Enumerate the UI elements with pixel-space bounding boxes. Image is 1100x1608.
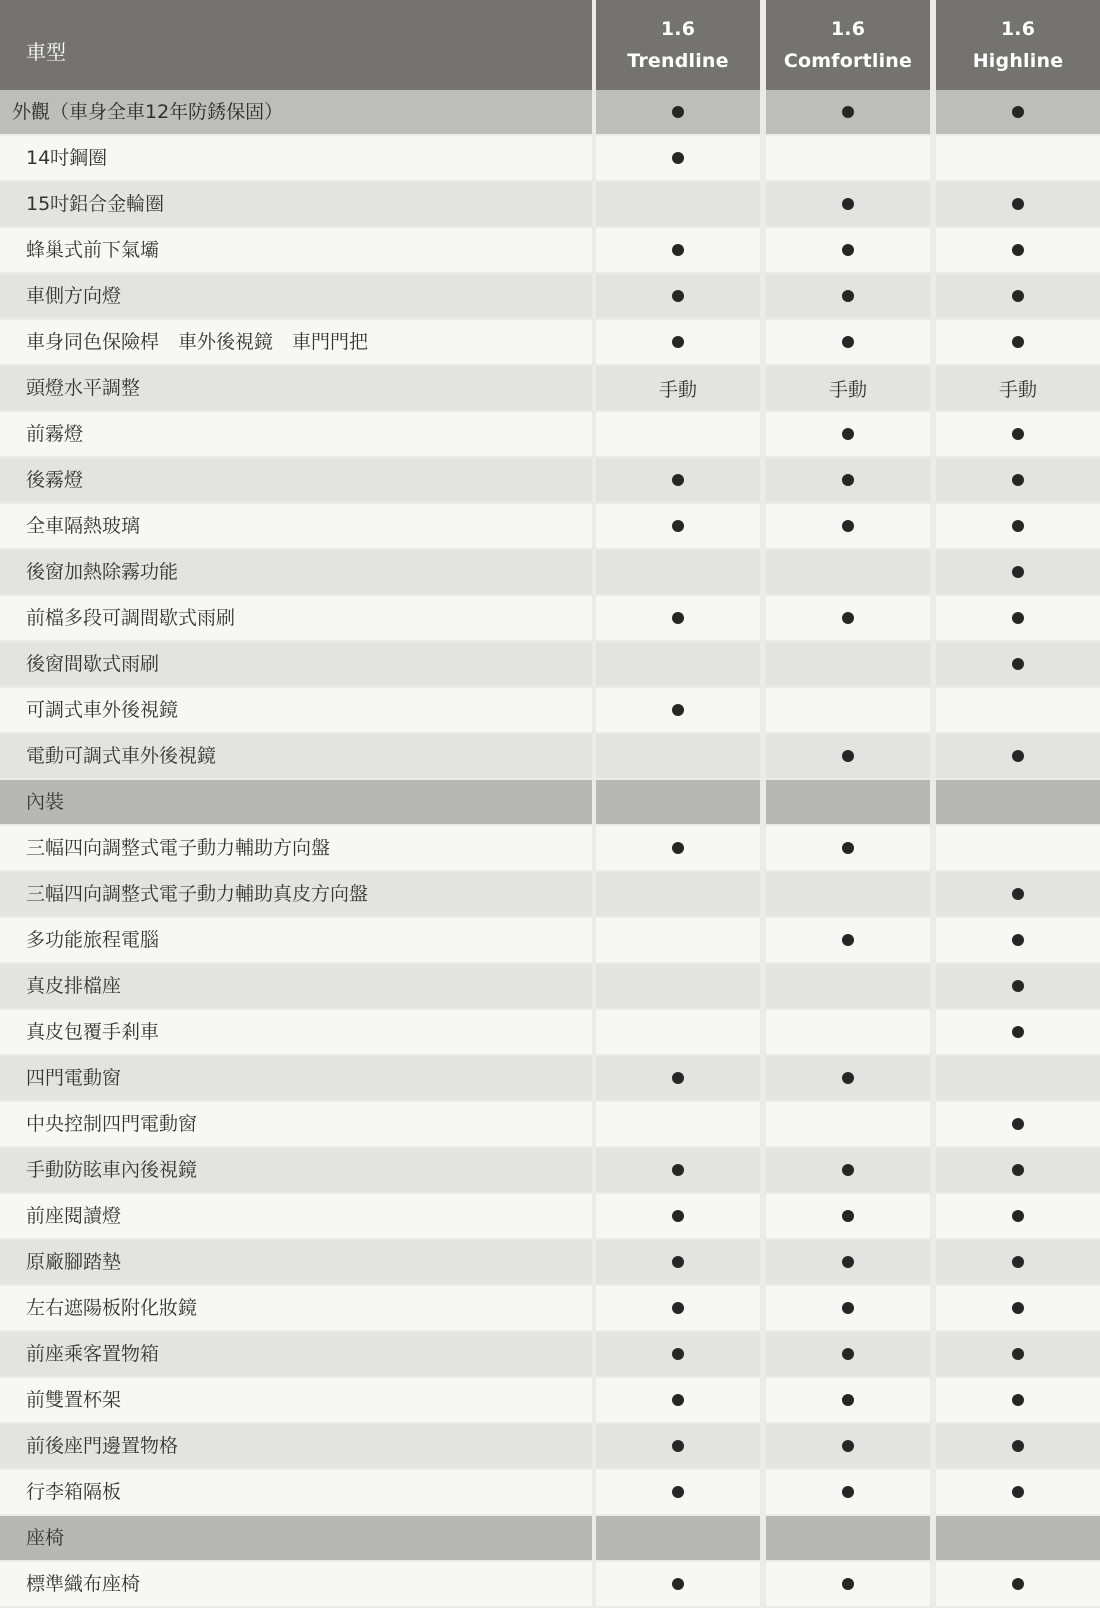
value-mark bbox=[596, 320, 760, 364]
table-row bbox=[0, 1378, 1100, 1424]
table-row bbox=[0, 1148, 1100, 1194]
row-label-cell bbox=[0, 412, 592, 456]
value-mark bbox=[596, 1286, 760, 1330]
variant-header-comfortline bbox=[766, 0, 930, 90]
value-mark bbox=[766, 872, 930, 916]
value-mark bbox=[936, 550, 1100, 594]
table-row bbox=[0, 274, 1100, 320]
table-row bbox=[0, 826, 1100, 872]
value-mark bbox=[596, 1010, 760, 1054]
value-mark bbox=[936, 504, 1100, 548]
value-mark bbox=[936, 182, 1100, 226]
section-row bbox=[0, 1516, 1100, 1562]
value-mark bbox=[596, 1056, 760, 1100]
standard-equipment-dot bbox=[842, 934, 854, 946]
table-row bbox=[0, 1056, 1100, 1102]
value-mark bbox=[766, 504, 930, 548]
standard-equipment-dot bbox=[672, 1164, 684, 1176]
standard-equipment-dot bbox=[842, 1394, 854, 1406]
table-row bbox=[0, 1194, 1100, 1240]
value-mark bbox=[766, 826, 930, 870]
feature-label: 前檔多段可調間歇式雨刷 bbox=[26, 607, 236, 629]
value-text: 手動 bbox=[658, 378, 697, 401]
standard-equipment-dot bbox=[842, 1302, 854, 1314]
value-mark bbox=[766, 1516, 930, 1560]
standard-equipment-dot bbox=[672, 842, 684, 854]
value-mark bbox=[936, 1424, 1100, 1468]
variant-engine: 1.6 bbox=[830, 18, 866, 40]
table-row bbox=[0, 1102, 1100, 1148]
standard-equipment-dot bbox=[1012, 1440, 1024, 1452]
value-mark bbox=[936, 1562, 1100, 1606]
value-mark bbox=[766, 688, 930, 732]
feature-label: 中央控制四門電動窗 bbox=[26, 1113, 198, 1135]
value-mark bbox=[936, 1332, 1100, 1376]
feature-label: 後窗間歇式雨刷 bbox=[26, 653, 160, 675]
standard-equipment-dot bbox=[1012, 290, 1024, 302]
value-mark bbox=[766, 1240, 930, 1284]
standard-equipment-dot bbox=[842, 290, 854, 302]
section-row bbox=[0, 780, 1100, 826]
value-mark bbox=[766, 228, 930, 272]
standard-equipment-dot bbox=[1012, 1256, 1024, 1268]
standard-equipment-dot bbox=[672, 290, 684, 302]
value-mark bbox=[596, 1240, 760, 1284]
value-mark bbox=[766, 550, 930, 594]
feature-label: 前霧燈 bbox=[26, 423, 84, 445]
standard-equipment-dot bbox=[1012, 888, 1024, 900]
row-label-cell bbox=[0, 458, 592, 502]
standard-equipment-dot bbox=[1012, 980, 1024, 992]
standard-equipment-dot bbox=[1012, 934, 1024, 946]
value-mark bbox=[596, 366, 760, 410]
value-mark bbox=[596, 642, 760, 686]
variant-header-trendline bbox=[596, 0, 760, 90]
variant-engine: 1.6 bbox=[660, 18, 696, 40]
table-row bbox=[0, 320, 1100, 366]
value-mark bbox=[936, 872, 1100, 916]
feature-label: 前後座門邊置物格 bbox=[26, 1435, 179, 1457]
standard-equipment-dot bbox=[1012, 244, 1024, 256]
value-mark bbox=[936, 1102, 1100, 1146]
standard-equipment-dot bbox=[1012, 198, 1024, 210]
value-mark bbox=[766, 1286, 930, 1330]
table-row bbox=[0, 550, 1100, 596]
value-mark bbox=[936, 1378, 1100, 1422]
value-mark bbox=[936, 136, 1100, 180]
table-row bbox=[0, 734, 1100, 780]
standard-equipment-dot bbox=[1012, 612, 1024, 624]
value-mark bbox=[766, 1332, 930, 1376]
standard-equipment-dot bbox=[1012, 1302, 1024, 1314]
feature-label: 前座乘客置物箱 bbox=[26, 1343, 160, 1365]
standard-equipment-dot bbox=[672, 1302, 684, 1314]
table-row bbox=[0, 918, 1100, 964]
value-mark bbox=[766, 642, 930, 686]
table-row bbox=[0, 504, 1100, 550]
standard-equipment-dot bbox=[672, 1348, 684, 1360]
standard-equipment-dot bbox=[672, 1210, 684, 1222]
value-mark bbox=[596, 1516, 760, 1560]
standard-equipment-dot bbox=[672, 1072, 684, 1084]
value-mark bbox=[936, 1470, 1100, 1514]
feature-label: 可調式車外後視鏡 bbox=[26, 699, 179, 721]
standard-equipment-dot bbox=[1012, 336, 1024, 348]
table-row bbox=[0, 1240, 1100, 1286]
standard-equipment-dot bbox=[672, 704, 684, 716]
table-row bbox=[0, 872, 1100, 918]
standard-equipment-dot bbox=[842, 198, 854, 210]
value-mark bbox=[596, 688, 760, 732]
value-mark bbox=[596, 1378, 760, 1422]
table-row bbox=[0, 964, 1100, 1010]
value-mark bbox=[596, 274, 760, 318]
feature-label: 真皮包覆手剎車 bbox=[26, 1021, 160, 1043]
feature-label: 原廠腳踏墊 bbox=[26, 1251, 122, 1273]
value-mark bbox=[766, 458, 930, 502]
model-header-cell bbox=[0, 0, 592, 90]
value-text: 手動 bbox=[828, 378, 867, 401]
value-mark bbox=[936, 1240, 1100, 1284]
value-mark bbox=[936, 1286, 1100, 1330]
value-mark bbox=[936, 596, 1100, 640]
standard-equipment-dot bbox=[842, 336, 854, 348]
table-header bbox=[0, 0, 1100, 90]
value-mark bbox=[596, 596, 760, 640]
value-mark bbox=[766, 780, 930, 824]
standard-equipment-dot bbox=[1012, 566, 1024, 578]
feature-label: 前雙置杯架 bbox=[26, 1389, 122, 1411]
table-row bbox=[0, 1010, 1100, 1056]
standard-equipment-dot bbox=[842, 1072, 854, 1084]
feature-label: 前座閱讀燈 bbox=[26, 1205, 122, 1227]
value-mark bbox=[596, 90, 760, 134]
value-mark bbox=[936, 90, 1100, 134]
standard-equipment-dot bbox=[1012, 520, 1024, 532]
standard-equipment-dot bbox=[842, 750, 854, 762]
value-mark bbox=[936, 918, 1100, 962]
value-mark bbox=[596, 826, 760, 870]
table-row bbox=[0, 458, 1100, 504]
value-mark bbox=[766, 1470, 930, 1514]
standard-equipment-dot bbox=[1012, 1394, 1024, 1406]
category-row bbox=[0, 90, 1100, 136]
variant-header-highline bbox=[936, 0, 1100, 90]
row-label-cell bbox=[0, 780, 592, 824]
standard-equipment-dot bbox=[672, 1394, 684, 1406]
standard-equipment-dot bbox=[1012, 474, 1024, 486]
standard-equipment-dot bbox=[1012, 1118, 1024, 1130]
table-row bbox=[0, 1470, 1100, 1516]
feature-label: 四門電動窗 bbox=[26, 1067, 122, 1089]
standard-equipment-dot bbox=[672, 520, 684, 532]
table-row bbox=[0, 136, 1100, 182]
value-mark bbox=[936, 320, 1100, 364]
standard-equipment-dot bbox=[672, 612, 684, 624]
standard-equipment-dot bbox=[672, 152, 684, 164]
feature-label: 三幅四向調整式電子動力輔助真皮方向盤 bbox=[26, 883, 369, 905]
value-mark bbox=[766, 182, 930, 226]
standard-equipment-dot bbox=[842, 474, 854, 486]
standard-equipment-dot bbox=[672, 1440, 684, 1452]
value-mark bbox=[596, 1470, 760, 1514]
standard-equipment-dot bbox=[1012, 1164, 1024, 1176]
value-mark bbox=[596, 182, 760, 226]
value-mark bbox=[596, 136, 760, 180]
value-text: 手動 bbox=[998, 378, 1037, 401]
standard-equipment-dot bbox=[842, 1210, 854, 1222]
feature-label: 車身同色保險桿 車外後視鏡 車門門把 bbox=[26, 331, 369, 353]
standard-equipment-dot bbox=[842, 428, 854, 440]
value-mark bbox=[596, 872, 760, 916]
table-row bbox=[0, 228, 1100, 274]
value-mark bbox=[936, 1194, 1100, 1238]
value-mark bbox=[936, 1056, 1100, 1100]
value-mark bbox=[936, 412, 1100, 456]
value-mark bbox=[596, 780, 760, 824]
feature-label: 後窗加熱除霧功能 bbox=[26, 561, 179, 583]
standard-equipment-dot bbox=[1012, 106, 1024, 118]
standard-equipment-dot bbox=[842, 1348, 854, 1360]
value-mark bbox=[596, 228, 760, 272]
value-mark bbox=[936, 1148, 1100, 1192]
standard-equipment-dot bbox=[1012, 658, 1024, 670]
value-mark bbox=[766, 320, 930, 364]
value-mark bbox=[936, 642, 1100, 686]
table-row bbox=[0, 596, 1100, 642]
standard-equipment-dot bbox=[1012, 750, 1024, 762]
value-mark bbox=[596, 1148, 760, 1192]
value-mark bbox=[766, 918, 930, 962]
feature-label: 左右遮陽板附化妝鏡 bbox=[26, 1297, 198, 1319]
feature-label: 多功能旅程電腦 bbox=[26, 929, 160, 951]
value-mark bbox=[766, 1194, 930, 1238]
value-mark bbox=[596, 964, 760, 1008]
value-mark bbox=[596, 458, 760, 502]
value-mark bbox=[596, 412, 760, 456]
feature-label: 電動可調式車外後視鏡 bbox=[26, 745, 217, 767]
standard-equipment-dot bbox=[842, 244, 854, 256]
category-label: 外觀（車身全車12年防銹保固） bbox=[12, 101, 284, 123]
value-mark bbox=[766, 1562, 930, 1606]
value-mark bbox=[936, 1010, 1100, 1054]
value-mark bbox=[766, 1102, 930, 1146]
standard-equipment-dot bbox=[672, 1486, 684, 1498]
value-mark bbox=[936, 228, 1100, 272]
value-mark bbox=[766, 412, 930, 456]
feature-label: 手動防眩車內後視鏡 bbox=[26, 1159, 198, 1181]
standard-equipment-dot bbox=[842, 1256, 854, 1268]
value-mark bbox=[936, 826, 1100, 870]
value-mark bbox=[766, 90, 930, 134]
feature-label: 14吋鋼圈 bbox=[26, 147, 108, 169]
standard-equipment-dot bbox=[842, 842, 854, 854]
standard-equipment-dot bbox=[842, 1486, 854, 1498]
feature-label: 15吋鋁合金輪圈 bbox=[26, 193, 165, 215]
standard-equipment-dot bbox=[1012, 1348, 1024, 1360]
feature-label: 行李箱隔板 bbox=[26, 1481, 122, 1503]
standard-equipment-dot bbox=[1012, 1210, 1024, 1222]
standard-equipment-dot bbox=[842, 106, 854, 118]
model-label: 車型 bbox=[26, 40, 66, 64]
value-mark bbox=[936, 734, 1100, 778]
value-mark bbox=[596, 1194, 760, 1238]
standard-equipment-dot bbox=[672, 1256, 684, 1268]
standard-equipment-dot bbox=[842, 520, 854, 532]
feature-label: 後霧燈 bbox=[26, 469, 84, 491]
value-mark bbox=[936, 1516, 1100, 1560]
section-label: 座椅 bbox=[26, 1527, 65, 1549]
feature-label: 三幅四向調整式電子動力輔助方向盤 bbox=[26, 837, 331, 859]
value-mark bbox=[766, 274, 930, 318]
standard-equipment-dot bbox=[1012, 1026, 1024, 1038]
table-row bbox=[0, 182, 1100, 228]
standard-equipment-dot bbox=[1012, 1486, 1024, 1498]
standard-equipment-dot bbox=[672, 1578, 684, 1590]
variant-name: Comfortline bbox=[783, 50, 913, 72]
value-mark bbox=[936, 780, 1100, 824]
feature-label: 全車隔熱玻璃 bbox=[26, 515, 141, 537]
value-mark bbox=[766, 734, 930, 778]
standard-equipment-dot bbox=[842, 1578, 854, 1590]
standard-equipment-dot bbox=[1012, 1578, 1024, 1590]
table-row bbox=[0, 688, 1100, 734]
variant-name: Trendline bbox=[627, 50, 729, 72]
value-mark bbox=[766, 1378, 930, 1422]
variant-engine: 1.6 bbox=[1000, 18, 1036, 40]
table-row bbox=[0, 412, 1100, 458]
feature-label: 標準織布座椅 bbox=[26, 1573, 141, 1595]
table-row bbox=[0, 642, 1100, 688]
value-mark bbox=[766, 1056, 930, 1100]
feature-label: 車側方向燈 bbox=[26, 285, 122, 307]
value-mark bbox=[596, 918, 760, 962]
value-mark bbox=[936, 366, 1100, 410]
value-mark bbox=[596, 1424, 760, 1468]
value-mark bbox=[596, 504, 760, 548]
value-mark bbox=[936, 688, 1100, 732]
value-mark bbox=[596, 1562, 760, 1606]
value-mark bbox=[596, 734, 760, 778]
feature-label: 頭燈水平調整 bbox=[26, 377, 141, 399]
feature-label: 真皮排檔座 bbox=[26, 975, 122, 997]
table-row bbox=[0, 1562, 1100, 1608]
value-mark bbox=[766, 366, 930, 410]
value-mark bbox=[936, 964, 1100, 1008]
standard-equipment-dot bbox=[1012, 428, 1024, 440]
value-mark bbox=[596, 550, 760, 594]
standard-equipment-dot bbox=[672, 336, 684, 348]
standard-equipment-dot bbox=[842, 1164, 854, 1176]
value-mark bbox=[766, 1148, 930, 1192]
value-mark bbox=[766, 136, 930, 180]
value-mark bbox=[766, 1424, 930, 1468]
section-label: 內裝 bbox=[26, 791, 65, 813]
feature-label: 蜂巢式前下氣壩 bbox=[26, 239, 160, 261]
value-mark bbox=[596, 1102, 760, 1146]
value-mark bbox=[596, 1332, 760, 1376]
table-row bbox=[0, 1286, 1100, 1332]
table-row bbox=[0, 1424, 1100, 1470]
standard-equipment-dot bbox=[672, 244, 684, 256]
standard-equipment-dot bbox=[672, 474, 684, 486]
standard-equipment-dot bbox=[842, 1440, 854, 1452]
value-mark bbox=[766, 964, 930, 1008]
value-mark bbox=[766, 596, 930, 640]
table-row bbox=[0, 1332, 1100, 1378]
row-label-cell bbox=[0, 1516, 592, 1560]
value-mark bbox=[936, 274, 1100, 318]
variant-name: Highline bbox=[972, 50, 1064, 72]
standard-equipment-dot bbox=[842, 612, 854, 624]
value-mark bbox=[936, 458, 1100, 502]
table-row bbox=[0, 366, 1100, 412]
standard-equipment-dot bbox=[672, 106, 684, 118]
value-mark bbox=[766, 1010, 930, 1054]
